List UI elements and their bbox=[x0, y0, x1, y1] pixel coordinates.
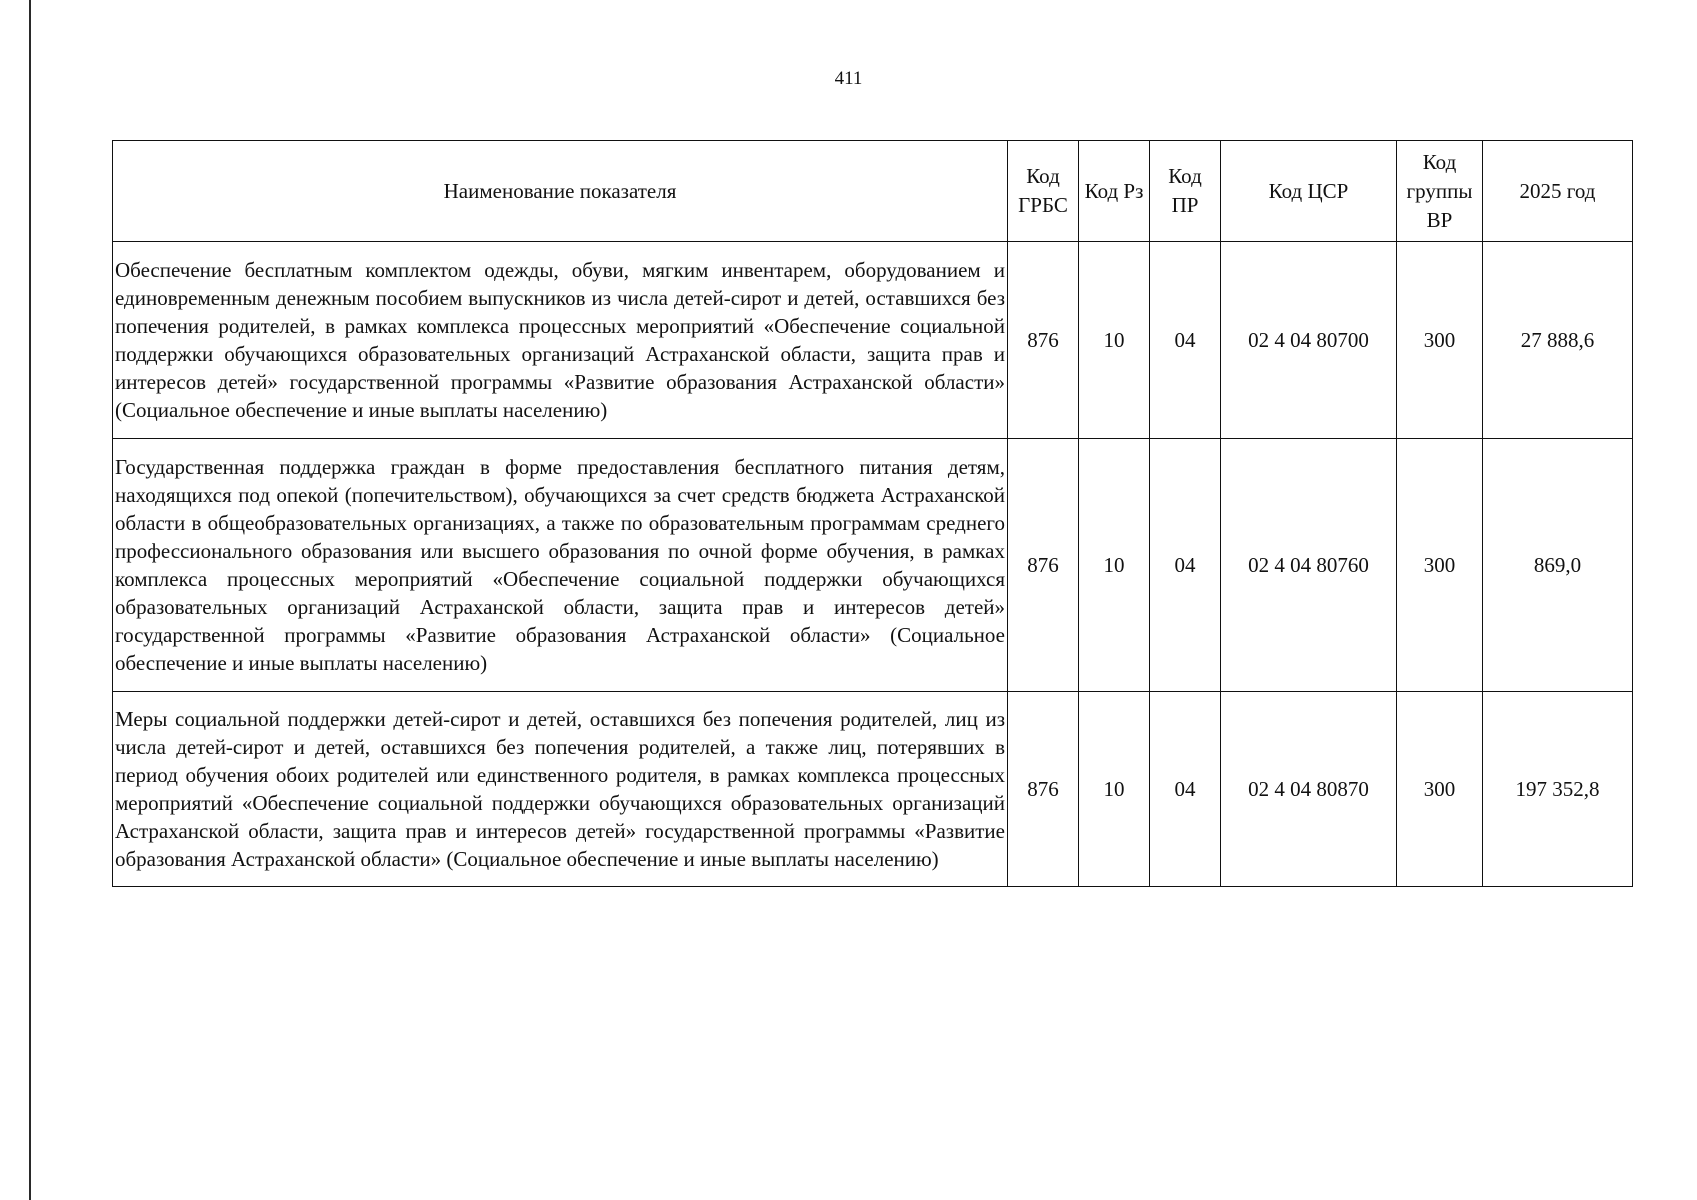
row-pr: 04 bbox=[1150, 439, 1221, 692]
scan-edge-line bbox=[29, 0, 31, 1200]
row-rz: 10 bbox=[1079, 692, 1150, 887]
row-csr: 02 4 04 80870 bbox=[1221, 692, 1397, 887]
row-rz: 10 bbox=[1079, 439, 1150, 692]
header-grbs: Код ГРБС bbox=[1008, 141, 1079, 242]
row-grbs: 876 bbox=[1008, 439, 1079, 692]
row-csr: 02 4 04 80700 bbox=[1221, 242, 1397, 439]
budget-table bbox=[112, 140, 1633, 887]
header-pr: Код ПР bbox=[1150, 141, 1221, 242]
table-row bbox=[113, 439, 1633, 692]
row-vr: 300 bbox=[1397, 692, 1483, 887]
row-amount: 197 352,8 bbox=[1483, 692, 1633, 887]
row-rz: 10 bbox=[1079, 242, 1150, 439]
row-vr: 300 bbox=[1397, 242, 1483, 439]
row-amount: 869,0 bbox=[1483, 439, 1633, 692]
header-year: 2025 год bbox=[1483, 141, 1633, 242]
row-name: Меры социальной поддержки детей-сирот и детей, оставшихся без попечения родителей, лиц из числа детей-сирот и детей, оставшихся без попечения родителей, а также лиц, потерявших в период обучения обоих родителей или единственного родителя, в рамках комплекса процессных мероприятий «Обеспечение социальной поддержки обучающихся образовательных организаций Астраханской области, защита прав и интересов детей» государственной программы «Развитие образования Астраханской области» (Социальное обеспечение и иные выплаты населению) bbox=[113, 692, 1008, 887]
row-grbs: 876 bbox=[1008, 242, 1079, 439]
row-pr: 04 bbox=[1150, 692, 1221, 887]
header-rz: Код Рз bbox=[1079, 141, 1150, 242]
row-name: Обеспечение бесплатным комплектом одежды, обуви, мягким инвентарем, оборудованием и единовременным денежным пособием выпускников из числа детей-сирот и детей, оставшихся без попечения родителей, в рамках комплекса процессных мероприятий «Обеспечение социальной поддержки обучающихся образовательных организаций Астраханской области, защита прав и интересов детей» государственной программы «Развитие образования Астраханской области» (Социальное обеспечение и иные выплаты населению) bbox=[113, 242, 1008, 439]
row-amount: 27 888,6 bbox=[1483, 242, 1633, 439]
table-row bbox=[113, 692, 1633, 887]
header-csr: Код ЦСР bbox=[1221, 141, 1397, 242]
row-csr: 02 4 04 80760 bbox=[1221, 439, 1397, 692]
row-pr: 04 bbox=[1150, 242, 1221, 439]
table-row bbox=[113, 242, 1633, 439]
row-vr: 300 bbox=[1397, 439, 1483, 692]
table-header-row bbox=[113, 141, 1633, 242]
header-name: Наименование показателя bbox=[113, 141, 1008, 242]
row-name: Государственная поддержка граждан в форме предоставления бесплатного питания детям, находящихся под опекой (попечительством), обучающихся за счет средств бюджета Астраханской области в общеобразовательных организациях, а также по образовательным программам среднего профессионального образования или высшего образования по очной форме обучения, в рамках комплекса процессных мероприятий «Обеспечение социальной поддержки обучающихся образовательных организаций Астраханской области, защита прав и интересов детей» государственной программы «Развитие образования Астраханской области» (Социальное обеспечение и иные выплаты населению) bbox=[113, 439, 1008, 692]
header-vr: Код группы ВР bbox=[1397, 141, 1483, 242]
row-grbs: 876 bbox=[1008, 692, 1079, 887]
page-number: 411 bbox=[834, 68, 863, 89]
